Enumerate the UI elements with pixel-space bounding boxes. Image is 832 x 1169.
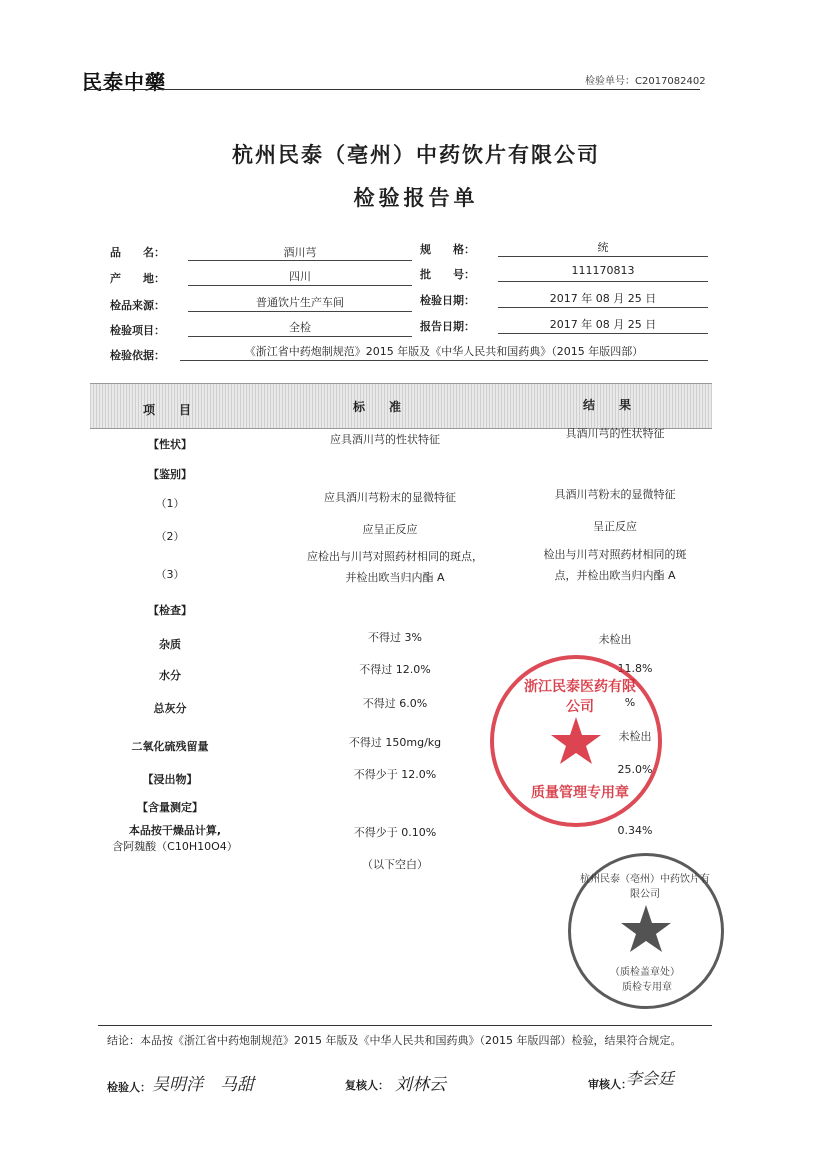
item-label: 检验项目： <box>110 324 165 337</box>
name-label: 品 名： <box>110 246 165 259</box>
row-ash-result: % <box>624 696 636 709</box>
name-value: 酒川芎 <box>283 246 317 259</box>
row-identification-item: 【鉴别】 <box>148 468 192 481</box>
red-seal-top-text: 浙江民泰医药有限公司 <box>524 679 636 715</box>
row-id2-item: （2） <box>155 530 185 543</box>
row-so2-standard: 不得过 150mg/kg <box>348 736 442 749</box>
name-underline <box>188 260 412 261</box>
row-ash-item: 总灰分 <box>153 702 187 715</box>
company-logo: 民泰中藥 <box>82 70 166 94</box>
row-impurity-item: 杂质 <box>159 638 181 651</box>
row-id1-item: （1） <box>155 497 185 510</box>
header-result: 结 果 <box>582 398 637 412</box>
spec-label: 规 格： <box>420 243 475 256</box>
row-so2-result: 未检出 <box>618 730 652 743</box>
spec-underline <box>498 256 708 257</box>
row-id2-result: 呈正反应 <box>593 520 637 533</box>
row-so2-item: 二氧化硫残留量 <box>131 740 209 753</box>
row-id3-result-line2: 点，并检出欧当归内酯 A <box>554 569 676 582</box>
source-label: 检品来源： <box>110 299 165 312</box>
spec-value: 统 <box>597 241 609 254</box>
batch-label: 批 号： <box>420 268 475 281</box>
approver-signature: 李会廷 <box>626 1069 675 1088</box>
origin-value: 四川 <box>289 270 311 283</box>
row-extract-result: 25.0% <box>617 763 653 776</box>
row-id3-item: （3） <box>155 568 185 581</box>
item-underline <box>188 336 412 337</box>
seal-placement-note: （质检盖章处） <box>610 967 680 978</box>
test-date-value: 2017 年 08 月 25 日 <box>549 292 657 305</box>
inspector-label: 检验人： <box>107 1081 151 1094</box>
document-title: 检验报告单 <box>353 186 479 210</box>
reviewer-label: 复核人： <box>345 1079 389 1092</box>
row-id1-result: 具酒川芎粉末的显微特征 <box>554 488 676 501</box>
row-assay-standard: 不得少于 0.10% <box>353 826 437 839</box>
black-seal-top-text: 杭州民泰（亳州）中药饮片有限公司 <box>580 874 710 900</box>
row-extract-standard: 不得少于 12.0% <box>353 768 437 781</box>
source-underline <box>188 311 412 312</box>
row-id2-standard: 应呈正反应 <box>362 523 418 536</box>
report-date-value: 2017 年 08 月 25 日 <box>549 318 657 331</box>
source-value: 普通饮片生产车间 <box>256 296 344 309</box>
row-id3-standard-line1: 应检出与川芎对照药材相同的斑点， <box>307 550 483 563</box>
row-assay-result: 0.34% <box>617 824 653 837</box>
row-inspection-item: 【检查】 <box>148 604 192 617</box>
row-moisture-item: 水分 <box>159 669 181 682</box>
red-seal-bottom-text: 质量管理专用章 <box>531 785 629 801</box>
reviewer-signature: 刘林云 <box>395 1075 446 1095</box>
basis-value: 《浙江省中药炮制规范》2015 年版及《中华人民共和国药典》（2015 年版四部） <box>244 345 644 358</box>
row-id1-standard: 应具酒川芎粉末的显微特征 <box>324 491 456 504</box>
company-name: 杭州民泰（亳州）中药饮片有限公司 <box>232 143 600 167</box>
row-moisture-standard: 不得过 12.0% <box>359 663 431 676</box>
inspector-signature: 吴明洋 马甜 <box>152 1075 254 1095</box>
origin-label: 产 地： <box>110 272 165 285</box>
conclusion-rule <box>98 1025 712 1026</box>
black-seal-bottom-text: 质检专用章 <box>622 982 672 993</box>
header-rule <box>86 89 700 90</box>
row-impurity-standard: 不得过 3% <box>368 631 422 644</box>
row-extract-item: 【浸出物】 <box>142 773 198 786</box>
test-date-label: 检验日期： <box>420 294 475 307</box>
blank-below-note: （以下空白） <box>362 858 428 871</box>
row-appearance-item: 【性状】 <box>148 438 192 451</box>
basis-underline <box>180 360 708 361</box>
row-id3-result-line1: 检出与川芎对照药材相同的斑 <box>543 548 687 561</box>
header-standard: 标 准 <box>352 400 407 414</box>
origin-underline <box>188 285 412 286</box>
conclusion-text: 结论：本品按《浙江省中药炮制规范》2015 年版及《中华人民共和国药典》（2015 年版四部）检验，结果符合规定。 <box>107 1034 682 1047</box>
header-item: 项 目 <box>142 403 197 417</box>
row-assay-detail-line2: 含阿魏酸（C10H10O4） <box>112 840 238 853</box>
report-date-underline <box>498 333 708 334</box>
row-id3-standard-line2: 并检出欧当归内酯 A <box>345 571 445 584</box>
batch-underline <box>498 281 708 282</box>
row-appearance-result: 具酒川芎的性状特征 <box>565 427 665 440</box>
report-date-label: 报告日期： <box>420 320 475 333</box>
row-assay-detail-line1: 本品按干燥品计算, <box>128 824 222 837</box>
basis-label: 检验依据： <box>110 349 165 362</box>
approver-label: 审核人： <box>588 1078 632 1091</box>
row-assay-item: 【含量测定】 <box>137 801 203 814</box>
test-date-underline <box>498 307 708 308</box>
row-moisture-result: 11.8% <box>617 662 653 675</box>
row-appearance-standard: 应具酒川芎的性状特征 <box>330 433 440 446</box>
row-ash-standard: 不得过 6.0% <box>362 697 428 710</box>
row-impurity-result: 未检出 <box>598 633 632 646</box>
batch-value: 111170813 <box>571 264 635 277</box>
item-value: 全检 <box>289 321 311 334</box>
report-number: 检验单号：C2017082402 <box>585 76 706 87</box>
